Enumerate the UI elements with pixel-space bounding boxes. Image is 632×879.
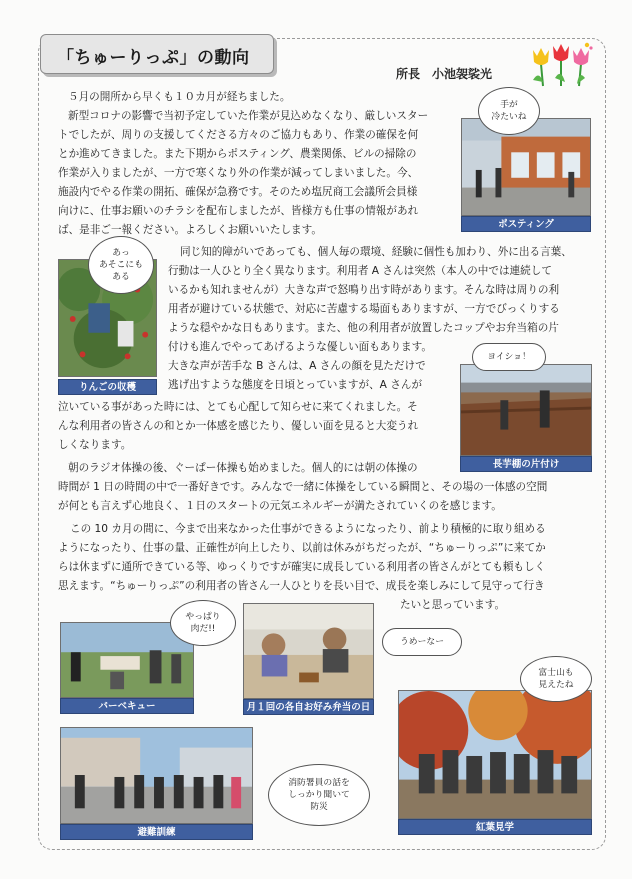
page-title: 「ちゅーりっぷ」の動向	[57, 48, 250, 68]
paragraph-3-line: 泣いている事があった時には、とても心配して知らせに来てくれました。そ	[58, 401, 418, 413]
paragraph-4-line: 朝のラジオ体操の後、ぐーぱー体操も始めました。個人的には朝の体操の	[68, 462, 418, 474]
paragraph-4-line: が何とも言えず心地良く、１日のスタートの元気エネルギーが満たされていくのを感じます。	[58, 500, 502, 512]
bento-lunch-photo	[243, 603, 374, 699]
paragraph-1-line: 新型コロナの影響で当初予定していた作業が見込めなくなり、厳しいスター	[68, 110, 429, 122]
autumn-leaves-photo	[398, 690, 592, 819]
paragraph-1-line: ５月の開所から早くも１０カ月が経ちました。	[68, 91, 291, 103]
paragraph-2-line: 用者が避けている状態で、対応に苦慮する場面もありますが、一方でびっくりする	[168, 303, 560, 315]
paragraph-2-line: 付けも進んでやってあげるような優しい面もあります。	[168, 341, 432, 353]
paragraph-1-line: 作業が入りましたが、一方で寒くなり外の作業が減ってしまいました。今、	[58, 167, 419, 179]
paragraph-2-line: いるかも知れませんが）大きな声で怒鳴り出す時があります。そんな時は周りの利	[168, 284, 560, 296]
evacuation-drill-caption: 避難訓練	[60, 824, 253, 840]
drill-speech-bubble: 消防署員の話を しっかり聞いて 防災	[268, 764, 370, 826]
autumn-leaves-caption: 紅葉見学	[398, 819, 592, 835]
paragraph-1-line: 施設内でやる作業の開拓、確保が急務です。そのため塩尻商工会議所会員様	[58, 186, 418, 198]
posting-caption: ポスティング	[461, 216, 591, 232]
evacuation-drill-photo	[60, 727, 253, 824]
paragraph-5-line: たいと思っています。	[400, 599, 506, 611]
paragraph-5-line: らは休まずに通所できている等、ゆっくりですが確実に成長している利用者の皆さんがとても頼もしく	[58, 561, 546, 573]
paragraph-2-line: ような穏やかな日もあります。また、他の利用者が放置したコップやお弁当箱の片	[168, 322, 559, 334]
potato-trellis-photo	[460, 364, 592, 456]
paragraph-4-line: 時間が 1 日の時間の中で一番好きです。みんなで一緒に体操をしている瞬間と、その場の一体感の空間	[58, 481, 548, 493]
autumn-speech-bubble: 富士山も 見えたね	[520, 656, 592, 702]
tulip-icon	[525, 42, 597, 88]
paragraph-2-line: 同じ知的障がいであっても、個人毎の環境、経験に個性も加わり、外に出る言葉、	[180, 246, 572, 258]
bento-speech-bubble: うめーなー	[382, 628, 462, 656]
paragraph-1-line: ば、是非ご一報ください。よろしくお願いいたします。	[58, 224, 322, 236]
bento-lunch-caption: 月１回の各自お好み弁当の日	[243, 699, 374, 715]
posting-photo	[461, 118, 591, 216]
apple-speech-bubble: あっ あそこにも ある	[88, 236, 154, 294]
paragraph-3-line: しくなります。	[58, 439, 132, 451]
bbq-caption: バーベキュー	[60, 698, 194, 714]
paragraph-2-line: 大きな声が苦手な B さんは、A さんの顔を見ただけで	[168, 360, 426, 372]
posting-speech-bubble: 手が 冷たいね	[478, 87, 540, 135]
author-line: 所長 小池袈裟光	[396, 67, 493, 81]
paragraph-5-line: ようになったり、仕事の量、正確性が向上したり、以前は休みがちだったが、“ちゅーりっぷ”に来てか	[58, 542, 546, 554]
paragraph-1-line: 向けに、仕事お願いのチラシを配布しましたが、皆様方も仕事の情報があれ	[58, 205, 419, 217]
paragraph-2-line: 行動は一人ひとり全く異なります。利用者 A さんは突然（本人の中では連続して	[168, 265, 552, 277]
paragraph-5-line: 思えます。“ちゅーりっぷ”の利用者の皆さん一人ひとりを長い目で、成長を楽しみにして見守って行き	[58, 580, 545, 592]
paragraph-3-line: んな利用者の皆さんの和とか一体感を感じたり、優しい面を見ると大変うれ	[58, 420, 419, 432]
paragraph-1-line: とか進めてきました。また下期からポスティング、農業関係、ビルの掃除の	[58, 148, 417, 160]
title-box	[40, 34, 274, 74]
paragraph-1-line: トでしたが、周りの支援してくださる方々のご協力もあり、作業の確保を何	[58, 129, 419, 141]
potato-speech-bubble: ヨイショ！	[472, 343, 546, 371]
potato-trellis-caption: 長芋棚の片付け	[460, 456, 592, 472]
paragraph-5-line: この 10 カ月の間に、今まで出来なかった仕事ができるようになったり、前より積極的に取り組める	[70, 523, 546, 535]
paragraph-2-line: 逃げ出すような態度を日頃とっていますが、A さんが	[168, 379, 423, 391]
apple-harvest-caption: りんごの収穫	[58, 379, 157, 395]
bbq-speech-bubble: やっぱり 肉だ!!	[170, 600, 236, 646]
